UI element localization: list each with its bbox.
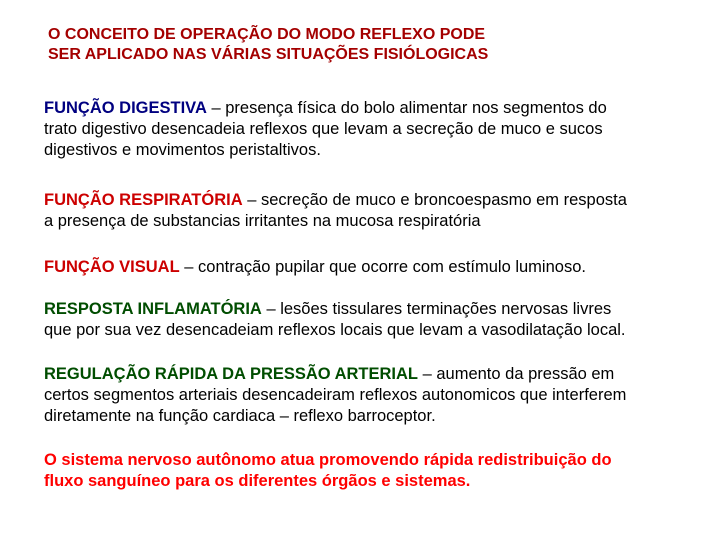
paragraph-text: – contração pupilar que ocorre com estímulo luminoso. (179, 258, 586, 276)
term-regulacao-pressao-arterial: REGULAÇÃO RÁPIDA DA PRESSÃO ARTERIAL (44, 365, 419, 383)
paragraph-line: diretamente na função cardiaca – reflexo barroceptor. (44, 407, 436, 425)
paragraph-inflamatoria (44, 299, 704, 341)
term-funcao-visual: FUNÇÃO VISUAL (44, 258, 180, 276)
paragraph-visual (44, 257, 704, 278)
paragraph-line: digestivos e movimentos peristaltivos. (44, 141, 321, 159)
term-resposta-inflamatoria: RESPOSTA INFLAMATÓRIA (44, 300, 262, 318)
paragraph-respiratoria (44, 190, 704, 232)
paragraph-text: – lesões tissulares terminações nervosas livres (261, 300, 612, 318)
paragraph-line: trato digestivo desencadeia reflexos que levam a secreção de muco e sucos (44, 120, 603, 138)
conclusion-text (44, 450, 704, 492)
term-funcao-digestiva: FUNÇÃO DIGESTIVA (44, 99, 207, 117)
paragraph-line (44, 364, 704, 385)
paragraph-text: – presença física do bolo alimentar nos segmentos do (206, 99, 607, 117)
title-line-2: SER APLICADO NAS VÁRIAS SITUAÇÕES FISIÓLOGICAS (48, 46, 489, 63)
slide-title (48, 25, 688, 65)
paragraph-line: certos segmentos arteriais desencadeiram reflexos autonomicos que interferem (44, 386, 627, 404)
title-line-1: O CONCEITO DE OPERAÇÃO DO MODO REFLEXO PODE (48, 26, 486, 43)
paragraph-line (44, 98, 704, 119)
term-funcao-respiratoria: FUNÇÃO RESPIRATÓRIA (44, 191, 243, 209)
paragraph-line: que por sua vez desencadeiam reflexos locais que levam a vasodilatação local. (44, 321, 626, 339)
conclusion-line-1: O sistema nervoso autônomo atua promovendo rápida redistribuição do (44, 451, 612, 469)
paragraph-text: – aumento da pressão em (418, 365, 615, 383)
paragraph-text: – secreção de muco e broncoespasmo em resposta (242, 191, 627, 209)
conclusion-line-2: fluxo sanguíneo para os diferentes órgãos e sistemas. (44, 472, 471, 490)
paragraph-line: a presença de substancias irritantes na mucosa respiratória (44, 212, 481, 230)
paragraph-digestiva (44, 98, 704, 161)
paragraph-line (44, 299, 704, 320)
paragraph-regulacao (44, 364, 704, 427)
paragraph-line (44, 190, 704, 211)
paragraph-line (44, 257, 704, 278)
